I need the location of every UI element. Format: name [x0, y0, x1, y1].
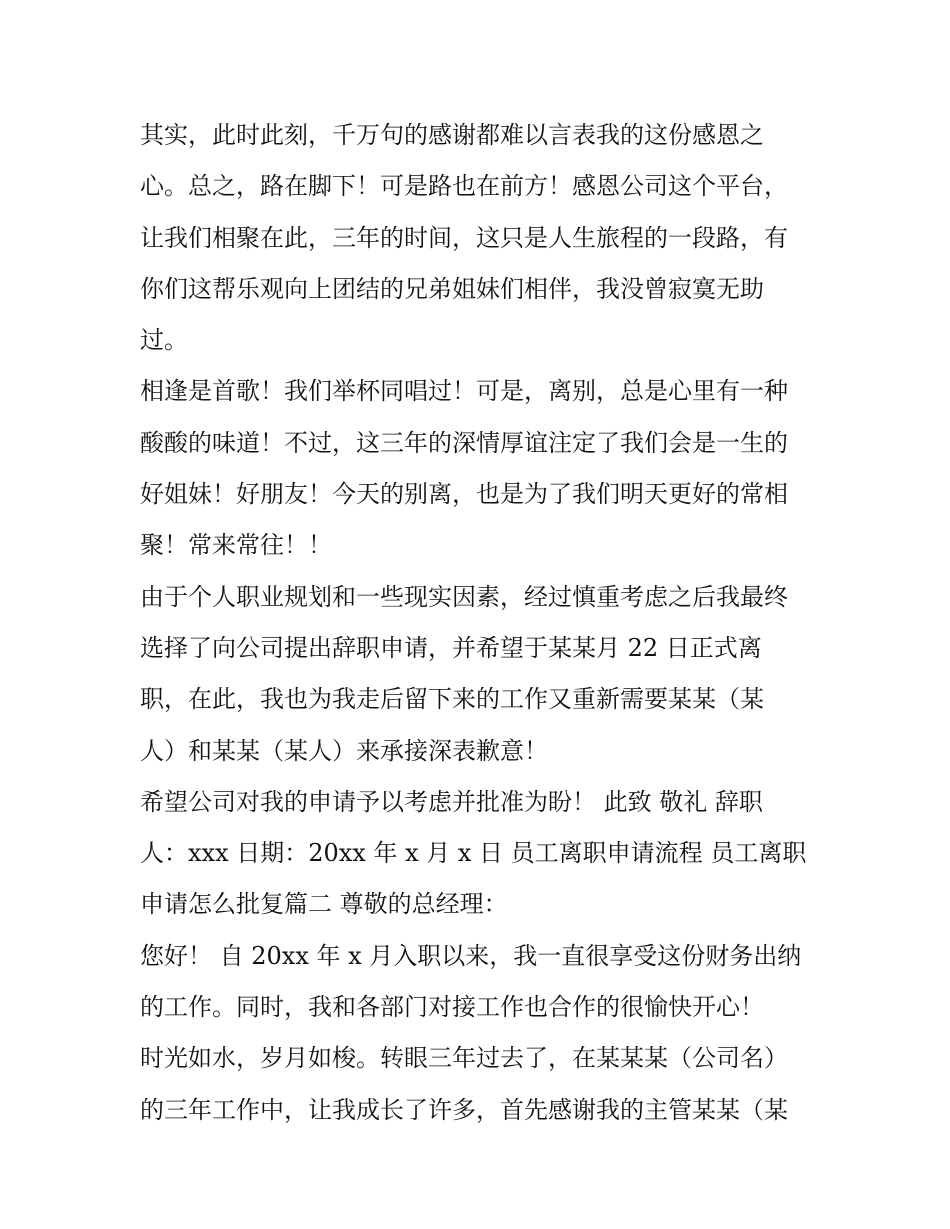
- text-line: 人）和某某（某人）来承接深表歉意！: [140, 736, 548, 765]
- text-line: 由于个人职业规划和一些现实因素，经过慎重考虑之后我最终: [140, 582, 788, 611]
- text-line: 的工作。同时，我和各部门对接工作也合作的很愉快开心！: [140, 993, 764, 1022]
- text-line: 希望公司对我的申请予以考虑并批准为盼！ 此致 敬礼 辞职: [140, 787, 763, 816]
- text-line: 相逢是首歌！我们举杯同唱过！可是，离别，总是心里有一种: [140, 377, 788, 406]
- text-line: 时光如水，岁月如梭。转眼三年过去了，在某某某（公司名）: [140, 1044, 788, 1073]
- text-line: 你们这帮乐观向上团结的兄弟姐妹们相伴，我没曾寂寞无助: [140, 274, 764, 303]
- text-line: 让我们相聚在此，三年的时间，这只是人生旅程的一段路，有: [140, 223, 788, 252]
- text-line: 人：xxx 日期：20xx 年 x 月 x 日 员工离职申请流程 员工离职: [140, 839, 807, 868]
- text-line: 职，在此，我也为我走后留下来的工作又重新需要某某（某: [140, 685, 764, 714]
- text-line: 其实，此时此刻，千万句的感谢都难以言表我的这份感恩之: [140, 121, 764, 149]
- text-line: 酸酸的味道！不过，这三年的深情厚谊注定了我们会是一生的: [140, 428, 788, 457]
- text-line: 心。总之，路在脚下！可是路也在前方！感恩公司这个平台，: [140, 172, 788, 201]
- document-body: [140, 110, 820, 1136]
- text-line: 申请怎么批复篇二 尊敬的总经理：: [140, 890, 508, 919]
- text-line: 的三年工作中，让我成长了许多，首先感谢我的主管某某（某: [140, 1095, 788, 1124]
- text-line: 选择了向公司提出辞职申请，并希望于某某月 22 日正式离: [140, 633, 762, 662]
- text-line: 过。: [140, 326, 188, 355]
- text-line: 聚！常来常往！！: [140, 531, 332, 560]
- text-line: 好姐妹！好朋友！今天的别离，也是为了我们明天更好的常相: [140, 480, 788, 509]
- text-line: 您好！ 自 20xx 年 x 月入职以来，我一直很享受这份财务出纳: [140, 941, 802, 970]
